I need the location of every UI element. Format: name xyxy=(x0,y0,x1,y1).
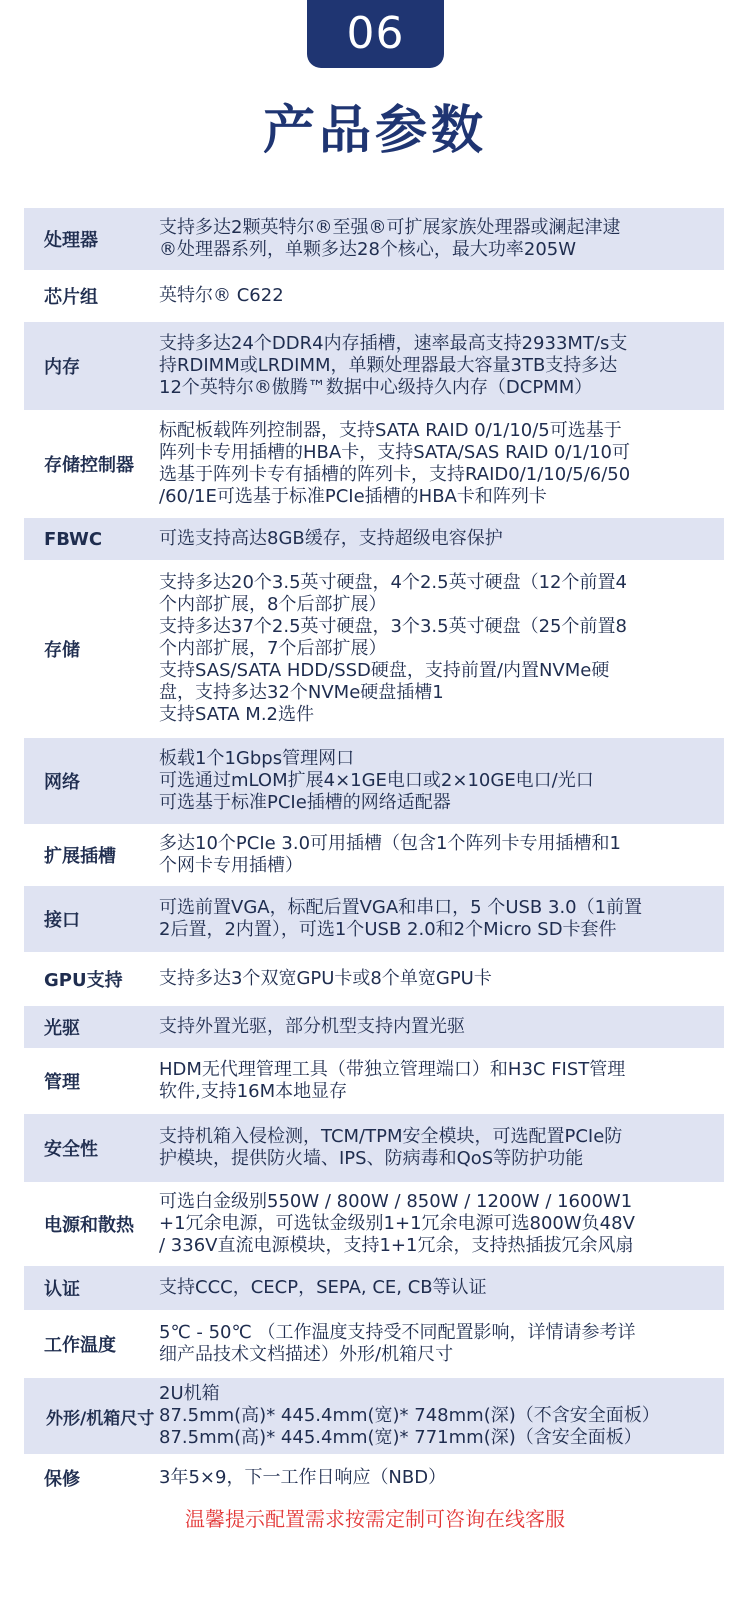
spec-row-storage-controller xyxy=(24,410,724,518)
spec-label: 安全性 xyxy=(44,1139,98,1160)
spec-label: 处理器 xyxy=(44,230,98,251)
spec-value: 标配板载阵列控制器，支持SATA RAID 0/1/10/5可选基于 阵列卡专用插槽的HBA卡，支持SATA/SAS RAID 0/1/10可 选基于阵列卡专有插槽的阵列卡，支持RAID0/1/10/5/6/50 /60/1E可选基于标准PCIe插槽的HBA卡和阵列卡 xyxy=(159,420,631,507)
spec-row-interfaces xyxy=(24,886,724,952)
spec-row-expansion-slots xyxy=(24,824,724,886)
spec-row-operating-temperature xyxy=(24,1310,724,1378)
spec-label: 存储控制器 xyxy=(44,455,134,476)
spec-value: 板载1个1Gbps管理网口 可选通过mLOM扩展4×1GE电口或2×10GE电口/光口 可选基于标准PCIe插槽的网络适配器 xyxy=(159,748,594,813)
spec-value: 可选白金级别550W / 800W / 850W / 1200W / 1600W1 +1冗余电源，可选钛金级别1+1冗余电源可选800W负48V / 336V直流电源模块，支持1+1冗余，支持热插拔冗余风扇 xyxy=(159,1191,635,1256)
spec-value: 可选支持高达8GB缓存，支持超级电容保护 xyxy=(159,528,503,549)
spec-label: 电源和散热 xyxy=(44,1215,134,1236)
spec-row-processor xyxy=(24,208,724,270)
spec-label: 外形/机箱尺寸 xyxy=(46,1408,155,1429)
consultation-note: 温馨提示配置需求按需定制可咨询在线客服 xyxy=(185,1507,565,1531)
spec-row-optical-drive xyxy=(24,1006,724,1048)
spec-value: 支持CCC，CECP，SEPA, CE, CB等认证 xyxy=(159,1277,487,1298)
spec-value: 支持多达3个双宽GPU卡或8个单宽GPU卡 xyxy=(159,968,492,989)
spec-value: HDM无代理管理工具（带独立管理端口）和H3C FIST管理 软件,支持16M本地显存 xyxy=(159,1059,626,1102)
spec-row-fbwc xyxy=(24,518,724,560)
page-title: 产品参数 xyxy=(262,101,487,161)
spec-label: 内存 xyxy=(44,357,80,378)
spec-value: 支持多达20个3.5英寸硬盘，4个2.5英寸硬盘（12个前置4 个内部扩展，8个后部扩展） 支持多达37个2.5英寸硬盘，3个3.5英寸硬盘（25个前置8 个内部扩展，7个后部扩展） 支持SAS/SATA HDD/SSD硬盘，支持前置/内置NVMe硬 盘，支持多达32个NVMe硬盘插槽1 支持SATA M.2选件 xyxy=(159,572,627,725)
spec-label: FBWC xyxy=(44,528,103,550)
spec-label: 芯片组 xyxy=(44,287,98,308)
spec-label: 扩展插槽 xyxy=(44,846,116,867)
spec-value: 支持多达2颗英特尔®至强®可扩展家族处理器或澜起津逮 ®处理器系列，单颗多达28个核心，最大功率205W xyxy=(159,217,621,260)
spec-row-warranty xyxy=(24,1454,724,1502)
spec-row-gpu xyxy=(24,952,724,1006)
spec-row-certification xyxy=(24,1266,724,1310)
spec-label: 保修 xyxy=(44,1469,80,1490)
spec-label: GPU支持 xyxy=(44,970,123,991)
spec-row-management xyxy=(24,1048,724,1114)
spec-label: 认证 xyxy=(44,1279,80,1300)
spec-row-security xyxy=(24,1114,724,1182)
spec-row-memory xyxy=(24,322,724,410)
spec-value: 英特尔® C622 xyxy=(159,285,284,306)
spec-value: 5℃ - 50℃ （工作温度支持受不同配置影响，详情请参考详 细产品技术文档描述）外形/机箱尺寸 xyxy=(159,1322,636,1365)
spec-value: 支持机箱入侵检测，TCM/TPM安全模块，可选配置PCIe防 护模块，提供防火墙、IPS、防病毒和QoS等防护功能 xyxy=(159,1126,623,1169)
spec-row-network xyxy=(24,738,724,824)
spec-label: 接口 xyxy=(44,910,80,931)
spec-row-form-factor xyxy=(24,1378,724,1454)
spec-label: 存储 xyxy=(44,640,80,661)
spec-label: 网络 xyxy=(44,772,80,793)
spec-label: 工作温度 xyxy=(44,1335,116,1356)
spec-label: 光驱 xyxy=(44,1018,80,1039)
spec-value: 2U机箱 87.5mm(高)* 445.4mm(宽)* 748mm(深)（不含安全面板） 87.5mm(高)* 445.4mm(宽)* 771mm(深)（含安全面板） xyxy=(159,1383,660,1448)
spec-value: 多达10个PCIe 3.0可用插槽（包含1个阵列卡专用插槽和1 个网卡专用插槽） xyxy=(159,833,621,876)
spec-value: 支持多达24个DDR4内存插槽，速率最高支持2933MT/s支 持RDIMM或LRDIMM，单颗处理器最大容量3TB支持多达 12个英特尔®傲腾™数据中心级持久内存（DCPMM） xyxy=(159,333,628,398)
spec-value: 可选前置VGA，标配后置VGA和串口，5 个USB 3.0（1前置 2后置，2内置），可选1个USB 2.0和2个Micro SD卡套件 xyxy=(159,897,643,940)
spec-row-storage xyxy=(24,560,724,738)
section-number-badge: 06 xyxy=(307,0,444,68)
spec-row-power-cooling xyxy=(24,1182,724,1266)
spec-value: 支持外置光驱，部分机型支持内置光驱 xyxy=(159,1016,465,1037)
spec-label: 管理 xyxy=(44,1072,80,1093)
spec-row-chipset xyxy=(24,270,724,322)
spec-value: 3年5×9，下一工作日响应（NBD） xyxy=(159,1467,447,1488)
